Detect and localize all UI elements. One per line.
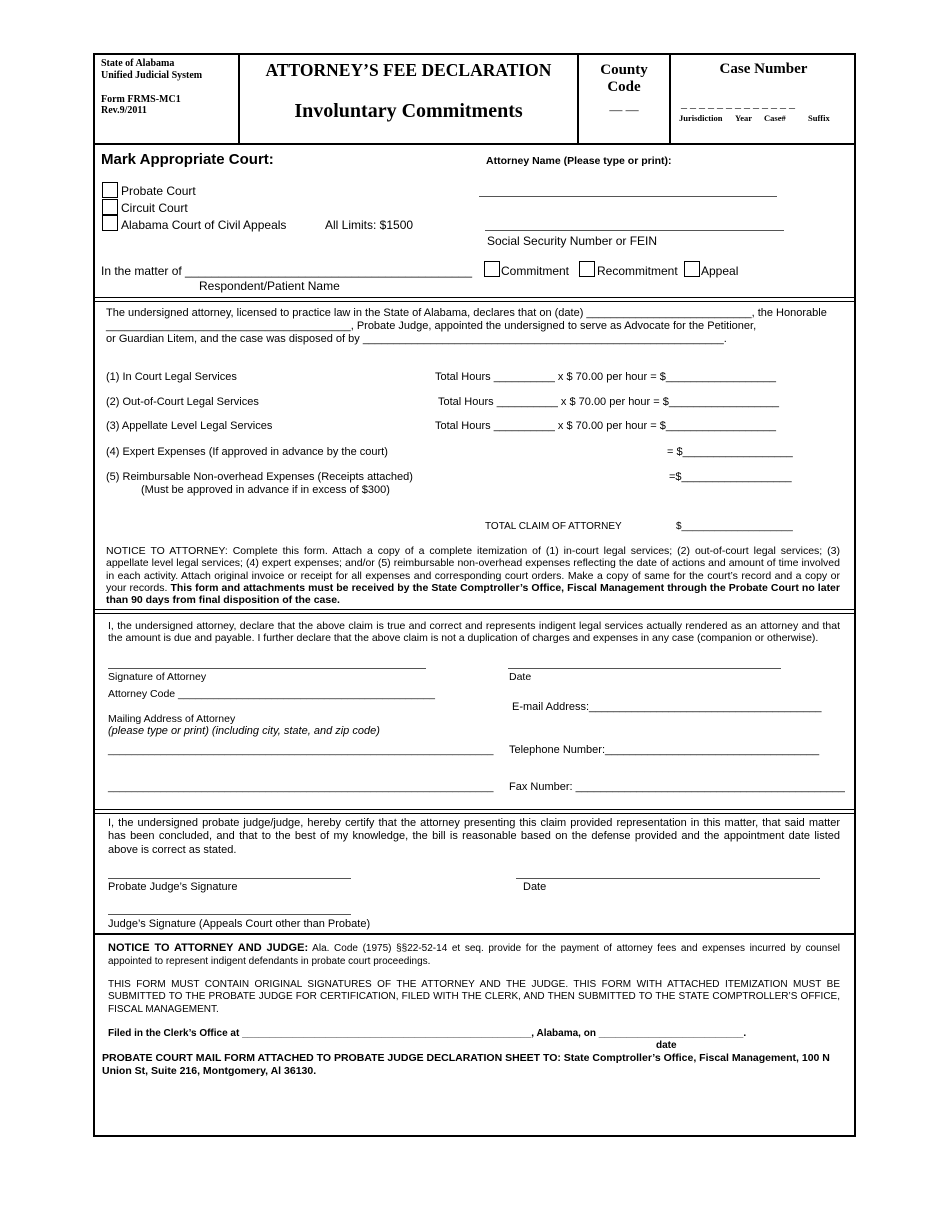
declaration-line-3[interactable]: or Guardian Litem, and the case was disposed of by ___________________________________________________________. [106, 333, 727, 345]
circuit-court-label: Circuit Court [121, 201, 188, 215]
fax-field[interactable]: Fax Number: ____________________________________________ [509, 781, 845, 793]
mailing-address-note: (please type or print) (including city, state, and zip code) [108, 725, 380, 737]
appeals-judge-signature-label: Judge’s Signature (Appeals Court other than Probate) [108, 918, 371, 930]
service-2-calc[interactable]: Total Hours __________ x $ 70.00 per hour = $__________________ [438, 396, 779, 408]
service-5-note: (Must be approved in advance if in excess of $300) [141, 484, 390, 496]
judge-date-field[interactable] [516, 878, 820, 879]
notice-to-attorney-text: NOTICE TO ATTORNEY: Complete this form. Attach a copy of a complete itemization of (1) in-court legal services; (2) out-of-court legal services; (3) appellate level legal services; (4) expert expenses; and/or (5) reimbursable non-overhead expenses reflecting the date of actions and amount of time involved in each activity. Attach original invoice or receipt for all expenses and corresponding court orders. Make a copy of same for the court’s record and a copy or your records. [106, 545, 840, 594]
telephone-field[interactable]: Telephone Number:___________________________________ [509, 744, 820, 756]
mail-instructions: PROBATE COURT MAIL FORM ATTACHED TO PROBATE JUDGE DECLARATION SHEET TO: State Comptroller’s Office, Fiscal Management, 100 N Union St, Suite 216, Montgomery, Al 36130. [102, 1052, 830, 1077]
state-label: State of Alabama [101, 58, 175, 69]
filed-in-clerk-office-field[interactable]: Filed in the Clerk’s Office at ____________________________________________________, Alabama, on __________________________. [108, 1028, 747, 1039]
attestation-text: I, the undersigned attorney, declare that the above claim is true and correct and represents indigent legal services actually rendered as an attorney and that the amount is due and payable. I further declare that the above claim is not a duplication of charges and expenses in any case (companion or otherwise). [108, 620, 840, 645]
case-part-jurisdiction: Jurisdiction [679, 113, 723, 123]
filed-date-label: date [656, 1040, 677, 1051]
case-part-year: Year [735, 113, 752, 123]
email-field[interactable]: E-mail Address:______________________________________ [512, 701, 822, 713]
circuit-court-checkbox[interactable] [102, 199, 118, 215]
respondent-label: Respondent/Patient Name [199, 279, 340, 293]
probate-judge-signature-label: Probate Judge’s Signature [108, 881, 238, 893]
system-label: Unified Judicial System [101, 70, 203, 81]
judge-date-label: Date [523, 881, 547, 893]
recommitment-checkbox[interactable] [579, 261, 595, 277]
service-5-calc[interactable]: =$__________________ [669, 471, 792, 483]
revision: Rev.9/2011 [101, 105, 147, 116]
civil-appeals-label: Alabama Court of Civil Appeals [121, 218, 287, 232]
case-number-label: Case Number [719, 61, 808, 77]
attorney-date-label: Date [509, 671, 532, 683]
attorney-name-field[interactable] [479, 196, 777, 197]
form-number: Form FRMS-MC1 [101, 94, 181, 105]
section-rule-2 [93, 609, 856, 614]
recommitment-label: Recommitment [597, 264, 678, 278]
declaration-line-2[interactable]: ________________________________________, Probate Judge, appointed the undersigned to serve as Advocate for the Petitioner, [106, 320, 757, 332]
county-code-blank: — — [609, 102, 639, 117]
case-part-suffix: Suffix [808, 113, 830, 123]
court-heading: Mark Appropriate Court: [101, 151, 274, 168]
attorney-code-field[interactable]: Attorney Code ____________________________________________ [108, 688, 435, 700]
service-4-calc[interactable]: = $__________________ [667, 446, 793, 458]
form-title: ATTORNEY’S FEE DECLARATION [265, 60, 552, 80]
service-3-label: (3) Appellate Level Legal Services [106, 420, 273, 432]
commitment-checkbox[interactable] [484, 261, 500, 277]
mailing-address-line-2[interactable]: __________________________________________________________________ [108, 781, 494, 793]
case-part-case: Case# [764, 113, 786, 123]
notice-to-attorney-bold: This form and attachments must be received by the State Comptroller’s Office, Fiscal Management through the Probate Court no later than 90 days from final disposition of the case. [106, 581, 840, 607]
section-rule-3 [93, 809, 856, 814]
attorney-signature-field[interactable] [108, 668, 426, 669]
judge-certification-text: I, the undersigned probate judge/judge, hereby certify that the attorney presenting this claim provided representation in this matter, that said matter has been concluded, and that to the best of my knowledge, the bill is reasonable based on the defense provided and the appointment date listed above is correct as stated. [108, 817, 840, 856]
ssn-label: Social Security Number or FEIN [487, 234, 658, 248]
total-claim-label: TOTAL CLAIM OF ATTORNEY [485, 521, 622, 532]
case-number-blanks[interactable]: _ _ _ _ _ _ _ _ _ _ _ _ _ [681, 96, 795, 110]
probate-court-checkbox[interactable] [102, 182, 118, 198]
commitment-label: Commitment [501, 264, 570, 278]
service-3-calc[interactable]: Total Hours __________ x $ 70.00 per hour = $__________________ [435, 420, 776, 432]
service-5-label: (5) Reimbursable Non-overhead Expenses (Receipts attached) [106, 471, 413, 483]
probate-judge-signature-field[interactable] [108, 878, 351, 879]
ssn-field[interactable] [485, 230, 784, 231]
notice-to-attorney-and-judge [108, 942, 840, 968]
total-claim-field[interactable]: $____________________ [676, 521, 793, 532]
service-1-label: (1) In Court Legal Services [106, 371, 237, 383]
attorney-name-label: Attorney Name (Please type or print): [486, 155, 672, 167]
service-2-label: (2) Out-of-Court Legal Services [106, 396, 259, 408]
county-code-label: County Code [600, 62, 648, 95]
section-rule-1 [93, 297, 856, 302]
original-signatures-notice: THIS FORM MUST CONTAIN ORIGINAL SIGNATURES OF THE ATTORNEY AND THE JUDGE. THIS FORM WITH ATTACHED ITEMIZATION MUST BE SUBMITTED TO THE PROBATE JUDGE FOR CERTIFICATION, FILED WITH THE CLERK, AND THEN SUBMITTED TO THE STATE COMPTROLLER’S OFFICE, FISCAL MANAGEMENT. [108, 979, 840, 1015]
mailing-address-label: Mailing Address of Attorney [108, 713, 236, 725]
form-subtitle: Involuntary Commitments [294, 100, 523, 122]
header-divider-2 [577, 53, 579, 144]
declaration-line-1[interactable]: The undersigned attorney, licensed to practice law in the State of Alabama, declares that on (date) ___________________________, the Honorable [106, 307, 827, 319]
service-1-calc[interactable]: Total Hours __________ x $ 70.00 per hour = $__________________ [435, 371, 776, 383]
notice-to-attorney [106, 545, 840, 606]
all-limits: All Limits: $1500 [325, 218, 414, 232]
notice-to-attorney-and-judge-text: Ala. Code (1975) §§22-52-14 et seq. provide for the payment of attorney fees and expenses incurred by counsel appointed to represent indigent defendants in probate court proceedings. [108, 943, 840, 967]
attorney-date-field[interactable] [508, 668, 781, 669]
section-rule-4 [93, 933, 856, 935]
civil-appeals-checkbox[interactable] [102, 215, 118, 231]
mailing-address-line-1[interactable]: __________________________________________________________________ [108, 744, 494, 756]
matter-field[interactable]: In the matter of ___________________________________________ [101, 264, 473, 278]
attorney-signature-label: Signature of Attorney [108, 671, 207, 683]
probate-court-label: Probate Court [121, 184, 196, 198]
appeal-checkbox[interactable] [684, 261, 700, 277]
header-rule [93, 143, 856, 145]
appeals-judge-signature-field[interactable] [108, 914, 351, 915]
appeal-label: Appeal [701, 264, 739, 278]
notice-to-attorney-and-judge-bold: NOTICE TO ATTORNEY AND JUDGE: [108, 942, 309, 954]
service-4-label: (4) Expert Expenses (If approved in advance by the court) [106, 446, 388, 458]
